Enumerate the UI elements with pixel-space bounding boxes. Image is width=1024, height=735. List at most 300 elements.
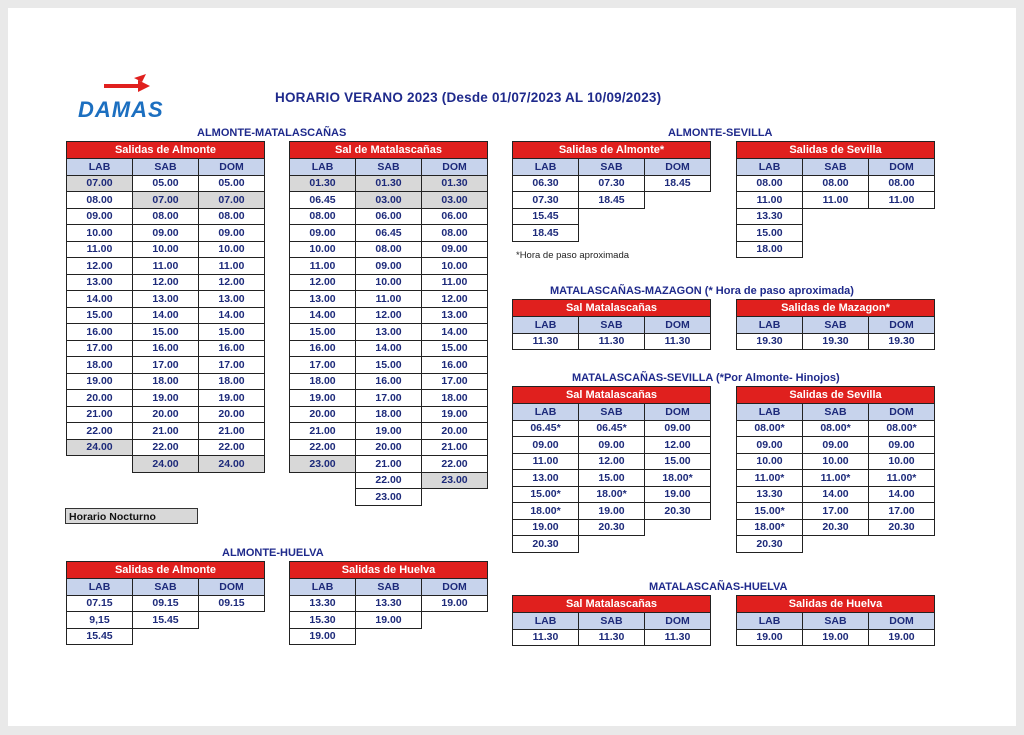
time-cell: 08.00 — [133, 208, 199, 225]
table-row — [737, 437, 935, 454]
table-row — [67, 439, 265, 456]
table-row — [67, 324, 265, 341]
table-matalascanas-huelva-sal-matalascanas — [512, 595, 711, 646]
empty-cell — [645, 519, 711, 536]
table-row — [513, 225, 711, 242]
table-row — [737, 175, 935, 192]
table-row — [67, 390, 265, 407]
time-cell: 20.30 — [869, 519, 935, 536]
table-header: Salidas de Huelva — [290, 562, 488, 579]
table-row — [513, 453, 711, 470]
approx-time-note: *Hora de paso aproximada — [516, 250, 630, 261]
time-cell: 17.00 — [290, 357, 356, 374]
time-cell: 08.00* — [803, 420, 869, 437]
table-almonte-sevilla-salidas-sevilla — [736, 141, 935, 258]
time-cell: 07.00 — [133, 192, 199, 209]
time-cell: 21.00 — [67, 406, 133, 423]
time-cell: 15.30 — [290, 612, 356, 629]
route-title-matalascanas-huelva: MATALASCAÑAS-HUELVA — [649, 581, 788, 593]
time-cell: 10.00 — [133, 241, 199, 258]
schedule-table — [736, 386, 935, 553]
day-header-dom: DOM — [422, 579, 488, 596]
time-cell: 08.00 — [422, 225, 488, 242]
table-row — [513, 208, 711, 225]
time-cell: 12.00 — [133, 274, 199, 291]
time-cell: 19.00 — [645, 486, 711, 503]
time-cell: 18.00* — [645, 470, 711, 487]
table-header: Salidas de Sevilla — [737, 387, 935, 404]
time-cell: 13.30 — [356, 595, 422, 612]
table-almonte-matalascanas-sal-matalascanas — [289, 141, 488, 506]
time-cell: 09.00 — [737, 437, 803, 454]
time-cell: 10.00 — [869, 453, 935, 470]
time-cell: 07.00 — [199, 192, 265, 209]
time-cell: 21.00 — [199, 423, 265, 440]
day-header-dom: DOM — [645, 159, 711, 176]
day-header-lab: LAB — [290, 159, 356, 176]
time-cell: 09.00 — [869, 437, 935, 454]
table-row — [513, 536, 711, 553]
empty-cell — [422, 489, 488, 506]
time-cell: 19.00 — [67, 373, 133, 390]
time-cell: 19.00 — [737, 629, 803, 646]
empty-cell — [869, 225, 935, 242]
time-cell: 14.00 — [869, 486, 935, 503]
day-header-sab: SAB — [133, 579, 199, 596]
time-cell: 16.00 — [199, 340, 265, 357]
schedule-table — [289, 561, 488, 645]
time-cell: 19.30 — [869, 333, 935, 350]
table-row — [513, 470, 711, 487]
empty-cell — [803, 241, 869, 258]
table-header: Sal Matalascañas — [513, 387, 711, 404]
table-row — [513, 486, 711, 503]
table-row — [290, 390, 488, 407]
time-cell: 18.00 — [133, 373, 199, 390]
time-cell: 06.45 — [290, 192, 356, 209]
time-cell: 20.00 — [356, 439, 422, 456]
table-row — [67, 340, 265, 357]
route-title-almonte-matalascanas: ALMONTE-MATALASCAÑAS — [197, 127, 347, 139]
day-header-lab: LAB — [737, 613, 803, 630]
table-row — [67, 595, 265, 612]
empty-cell — [869, 208, 935, 225]
time-cell: 08.00 — [290, 208, 356, 225]
time-cell: 18.45 — [513, 225, 579, 242]
time-cell: 24.00 — [67, 439, 133, 456]
time-cell: 14.00 — [199, 307, 265, 324]
time-cell: 08.00 — [67, 192, 133, 209]
time-cell: 10.00 — [67, 225, 133, 242]
time-cell: 13.00 — [290, 291, 356, 308]
time-cell: 07.00 — [67, 175, 133, 192]
time-cell: 10.00 — [290, 241, 356, 258]
time-cell: 15.00 — [579, 470, 645, 487]
time-cell: 03.00 — [422, 192, 488, 209]
table-row — [67, 456, 265, 473]
empty-cell — [579, 225, 645, 242]
schedule-table — [66, 141, 265, 473]
day-header-sab: SAB — [803, 404, 869, 421]
time-cell: 20.00 — [199, 406, 265, 423]
day-header-lab: LAB — [737, 317, 803, 334]
table-almonte-matalascanas-salidas-almonte — [66, 141, 265, 473]
table-row — [513, 192, 711, 209]
time-cell: 07.15 — [67, 595, 133, 612]
time-cell: 12.00 — [199, 274, 265, 291]
time-cell: 14.00 — [290, 307, 356, 324]
table-row — [737, 420, 935, 437]
schedule-table — [289, 141, 488, 506]
time-cell: 19.00 — [579, 503, 645, 520]
empty-cell — [422, 612, 488, 629]
time-cell: 09.00 — [803, 437, 869, 454]
time-cell: 11.30 — [645, 629, 711, 646]
time-cell: 13.00 — [422, 307, 488, 324]
time-cell: 17.00 — [803, 503, 869, 520]
table-row — [290, 612, 488, 629]
route-title-matalascanas-sevilla: MATALASCAÑAS-SEVILLA (*Por Almonte- Hinojos) — [572, 372, 840, 384]
schedule-table — [512, 386, 711, 553]
table-row — [290, 628, 488, 645]
table-row — [737, 241, 935, 258]
time-cell: 08.00* — [737, 420, 803, 437]
empty-cell — [645, 208, 711, 225]
time-cell: 19.30 — [803, 333, 869, 350]
time-cell: 16.00 — [356, 373, 422, 390]
time-cell: 13.00 — [67, 274, 133, 291]
time-cell: 11.30 — [513, 629, 579, 646]
time-cell: 14.00 — [67, 291, 133, 308]
table-almonte-huelva-salidas-almonte — [66, 561, 265, 645]
table-header: Salidas de Sevilla — [737, 142, 935, 159]
table-row — [290, 175, 488, 192]
time-cell: 15.45 — [133, 612, 199, 629]
time-cell: 06.45* — [579, 420, 645, 437]
time-cell: 20.00 — [67, 390, 133, 407]
day-header-sab: SAB — [579, 404, 645, 421]
time-cell: 22.00 — [199, 439, 265, 456]
table-row — [290, 291, 488, 308]
time-cell: 10.00 — [356, 274, 422, 291]
table-row — [290, 208, 488, 225]
table-row — [737, 486, 935, 503]
day-header-dom: DOM — [869, 159, 935, 176]
time-cell: 22.00 — [356, 472, 422, 489]
time-cell: 15.45 — [513, 208, 579, 225]
empty-cell — [645, 225, 711, 242]
time-cell: 22.00 — [133, 439, 199, 456]
time-cell: 11.00 — [133, 258, 199, 275]
time-cell: 05.00 — [133, 175, 199, 192]
time-cell: 16.00 — [133, 340, 199, 357]
time-cell: 13.00 — [513, 470, 579, 487]
table-header: Salidas de Almonte — [67, 562, 265, 579]
day-header-lab: LAB — [737, 159, 803, 176]
time-cell: 15.00 — [199, 324, 265, 341]
table-row — [737, 503, 935, 520]
time-cell: 18.00 — [67, 357, 133, 374]
table-row — [513, 175, 711, 192]
time-cell: 11.00* — [869, 470, 935, 487]
day-header-dom: DOM — [199, 579, 265, 596]
table-matalascanas-sevilla-sal-matalascanas — [512, 386, 711, 553]
night-schedule-legend: Horario Nocturno — [65, 508, 198, 524]
day-header-lab: LAB — [67, 159, 133, 176]
time-cell: 14.00 — [422, 324, 488, 341]
route-title-almonte-sevilla: ALMONTE-SEVILLA — [668, 127, 773, 139]
empty-cell — [356, 628, 422, 645]
table-row — [67, 208, 265, 225]
time-cell: 13.30 — [290, 595, 356, 612]
time-cell: 20.30 — [737, 536, 803, 553]
time-cell: 06.45 — [356, 225, 422, 242]
table-row — [737, 629, 935, 646]
time-cell: 15.00 — [67, 307, 133, 324]
table-row — [67, 357, 265, 374]
time-cell: 11.00 — [67, 241, 133, 258]
time-cell: 11.30 — [645, 333, 711, 350]
time-cell: 11.30 — [513, 333, 579, 350]
table-row — [290, 489, 488, 506]
time-cell: 17.00 — [199, 357, 265, 374]
table-row — [290, 406, 488, 423]
table-row — [67, 274, 265, 291]
day-header-lab: LAB — [513, 317, 579, 334]
time-cell: 11.00* — [803, 470, 869, 487]
empty-cell — [869, 241, 935, 258]
time-cell: 18.00 — [290, 373, 356, 390]
table-row — [67, 192, 265, 209]
time-cell: 18.00* — [737, 519, 803, 536]
empty-cell — [422, 628, 488, 645]
time-cell: 11.00 — [422, 274, 488, 291]
time-cell: 19.00 — [356, 612, 422, 629]
time-cell: 17.00 — [356, 390, 422, 407]
table-row — [67, 291, 265, 308]
time-cell: 19.00 — [422, 595, 488, 612]
time-cell: 11.00 — [513, 453, 579, 470]
table-matalascanas-sevilla-salidas-sevilla — [736, 386, 935, 553]
empty-cell — [869, 536, 935, 553]
table-almonte-huelva-salidas-huelva — [289, 561, 488, 645]
schedule-table — [512, 141, 711, 242]
time-cell: 17.00 — [67, 340, 133, 357]
table-row — [737, 519, 935, 536]
table-header: Salidas de Huelva — [737, 596, 935, 613]
time-cell: 21.00 — [422, 439, 488, 456]
time-cell: 08.00 — [356, 241, 422, 258]
table-row — [513, 629, 711, 646]
table-row — [513, 333, 711, 350]
day-header-dom: DOM — [645, 613, 711, 630]
time-cell: 18.45 — [579, 192, 645, 209]
table-header: Salidas de Mazagon* — [737, 300, 935, 317]
time-cell: 08.00 — [737, 175, 803, 192]
time-cell: 15.00 — [290, 324, 356, 341]
day-header-dom: DOM — [869, 404, 935, 421]
time-cell: 10.00 — [199, 241, 265, 258]
table-row — [67, 628, 265, 645]
time-cell: 13.30 — [737, 486, 803, 503]
time-cell: 12.00 — [645, 437, 711, 454]
time-cell: 15.00* — [737, 503, 803, 520]
time-cell: 09.00 — [422, 241, 488, 258]
time-cell: 16.00 — [290, 340, 356, 357]
time-cell: 18.00* — [513, 503, 579, 520]
time-cell: 12.00 — [422, 291, 488, 308]
time-cell: 14.00 — [133, 307, 199, 324]
time-cell: 19.00 — [133, 390, 199, 407]
empty-cell — [803, 208, 869, 225]
time-cell: 15.45 — [67, 628, 133, 645]
time-cell: 16.00 — [67, 324, 133, 341]
time-cell: 06.30 — [513, 175, 579, 192]
time-cell: 03.00 — [356, 192, 422, 209]
time-cell: 23.00 — [356, 489, 422, 506]
table-row — [67, 307, 265, 324]
day-header-dom: DOM — [199, 159, 265, 176]
time-cell: 11.30 — [579, 333, 645, 350]
empty-cell — [579, 208, 645, 225]
day-header-lab: LAB — [737, 404, 803, 421]
schedule-table — [736, 299, 935, 350]
time-cell: 19.00 — [199, 390, 265, 407]
time-cell: 20.30 — [803, 519, 869, 536]
schedule-table — [512, 595, 711, 646]
table-row — [513, 503, 711, 520]
time-cell: 14.00 — [356, 340, 422, 357]
time-cell: 21.00 — [356, 456, 422, 473]
time-cell: 20.00 — [290, 406, 356, 423]
time-cell: 19.00 — [422, 406, 488, 423]
table-row — [737, 333, 935, 350]
empty-cell — [645, 192, 711, 209]
table-row — [290, 340, 488, 357]
time-cell: 9,15 — [67, 612, 133, 629]
table-row — [290, 307, 488, 324]
day-header-sab: SAB — [803, 613, 869, 630]
time-cell: 17.00 — [869, 503, 935, 520]
time-cell: 19.00 — [356, 423, 422, 440]
time-cell: 18.00 — [356, 406, 422, 423]
time-cell: 14.00 — [803, 486, 869, 503]
time-cell: 12.00 — [67, 258, 133, 275]
day-header-dom: DOM — [645, 317, 711, 334]
time-cell: 17.00 — [133, 357, 199, 374]
table-header: Sal de Matalascañas — [290, 142, 488, 159]
table-header: Sal Matalascañas — [513, 596, 711, 613]
time-cell: 11.30 — [579, 629, 645, 646]
time-cell: 08.00* — [869, 420, 935, 437]
day-header-lab: LAB — [290, 579, 356, 596]
day-header-sab: SAB — [133, 159, 199, 176]
day-header-sab: SAB — [803, 159, 869, 176]
time-cell: 17.00 — [422, 373, 488, 390]
time-cell: 09.00 — [199, 225, 265, 242]
table-row — [737, 470, 935, 487]
table-matalascanas-mazagon-sal-matalascanas — [512, 299, 711, 350]
time-cell: 09.00 — [356, 258, 422, 275]
time-cell: 12.00 — [579, 453, 645, 470]
table-row — [737, 536, 935, 553]
time-cell: 13.00 — [356, 324, 422, 341]
day-header-lab: LAB — [513, 613, 579, 630]
time-cell: 09.15 — [199, 595, 265, 612]
day-header-sab: SAB — [356, 159, 422, 176]
time-cell: 08.00 — [803, 175, 869, 192]
schedule-table — [736, 595, 935, 646]
time-cell: 18.00 — [199, 373, 265, 390]
time-cell: 01.30 — [422, 175, 488, 192]
time-cell: 13.00 — [199, 291, 265, 308]
day-header-lab: LAB — [513, 404, 579, 421]
day-header-sab: SAB — [579, 317, 645, 334]
time-cell: 11.00 — [356, 291, 422, 308]
time-cell: 15.00* — [513, 486, 579, 503]
time-cell: 01.30 — [290, 175, 356, 192]
time-cell: 11.00* — [737, 470, 803, 487]
table-row — [290, 225, 488, 242]
empty-cell — [133, 628, 199, 645]
empty-cell — [803, 536, 869, 553]
time-cell: 11.00 — [737, 192, 803, 209]
table-row — [290, 357, 488, 374]
table-row — [67, 175, 265, 192]
empty-cell — [67, 456, 133, 473]
time-cell: 09.15 — [133, 595, 199, 612]
time-cell: 05.00 — [199, 175, 265, 192]
time-cell: 12.00 — [356, 307, 422, 324]
table-row — [737, 192, 935, 209]
day-header-sab: SAB — [356, 579, 422, 596]
time-cell: 18.00* — [579, 486, 645, 503]
time-cell: 08.00 — [199, 208, 265, 225]
time-cell: 22.00 — [290, 439, 356, 456]
time-cell: 22.00 — [67, 423, 133, 440]
time-cell: 13.30 — [737, 208, 803, 225]
time-cell: 07.30 — [579, 175, 645, 192]
empty-cell — [199, 612, 265, 629]
route-title-matalascanas-mazagon: MATALASCAÑAS-MAZAGON (* Hora de paso aproximada) — [550, 285, 854, 297]
time-cell: 19.00 — [290, 628, 356, 645]
time-cell: 21.00 — [133, 423, 199, 440]
time-cell: 09.00 — [579, 437, 645, 454]
page-title: HORARIO VERANO 2023 (Desde 01/07/2023 AL 10/09/2023) — [275, 90, 662, 105]
time-cell: 15.00 — [133, 324, 199, 341]
time-cell: 11.00 — [803, 192, 869, 209]
time-cell: 19.00 — [290, 390, 356, 407]
time-cell: 09.00 — [67, 208, 133, 225]
day-header-sab: SAB — [803, 317, 869, 334]
empty-cell — [199, 628, 265, 645]
time-cell: 19.00 — [803, 629, 869, 646]
time-cell: 22.00 — [422, 456, 488, 473]
time-cell: 24.00 — [199, 456, 265, 473]
table-row — [67, 423, 265, 440]
time-cell: 06.00 — [422, 208, 488, 225]
day-header-sab: SAB — [579, 613, 645, 630]
time-cell: 13.00 — [133, 291, 199, 308]
time-cell: 21.00 — [290, 423, 356, 440]
time-cell: 07.30 — [513, 192, 579, 209]
table-row — [290, 472, 488, 489]
time-cell: 23.00 — [290, 456, 356, 473]
table-row — [737, 453, 935, 470]
table-matalascanas-huelva-salidas-huelva — [736, 595, 935, 646]
time-cell: 15.00 — [356, 357, 422, 374]
time-cell: 09.00 — [513, 437, 579, 454]
